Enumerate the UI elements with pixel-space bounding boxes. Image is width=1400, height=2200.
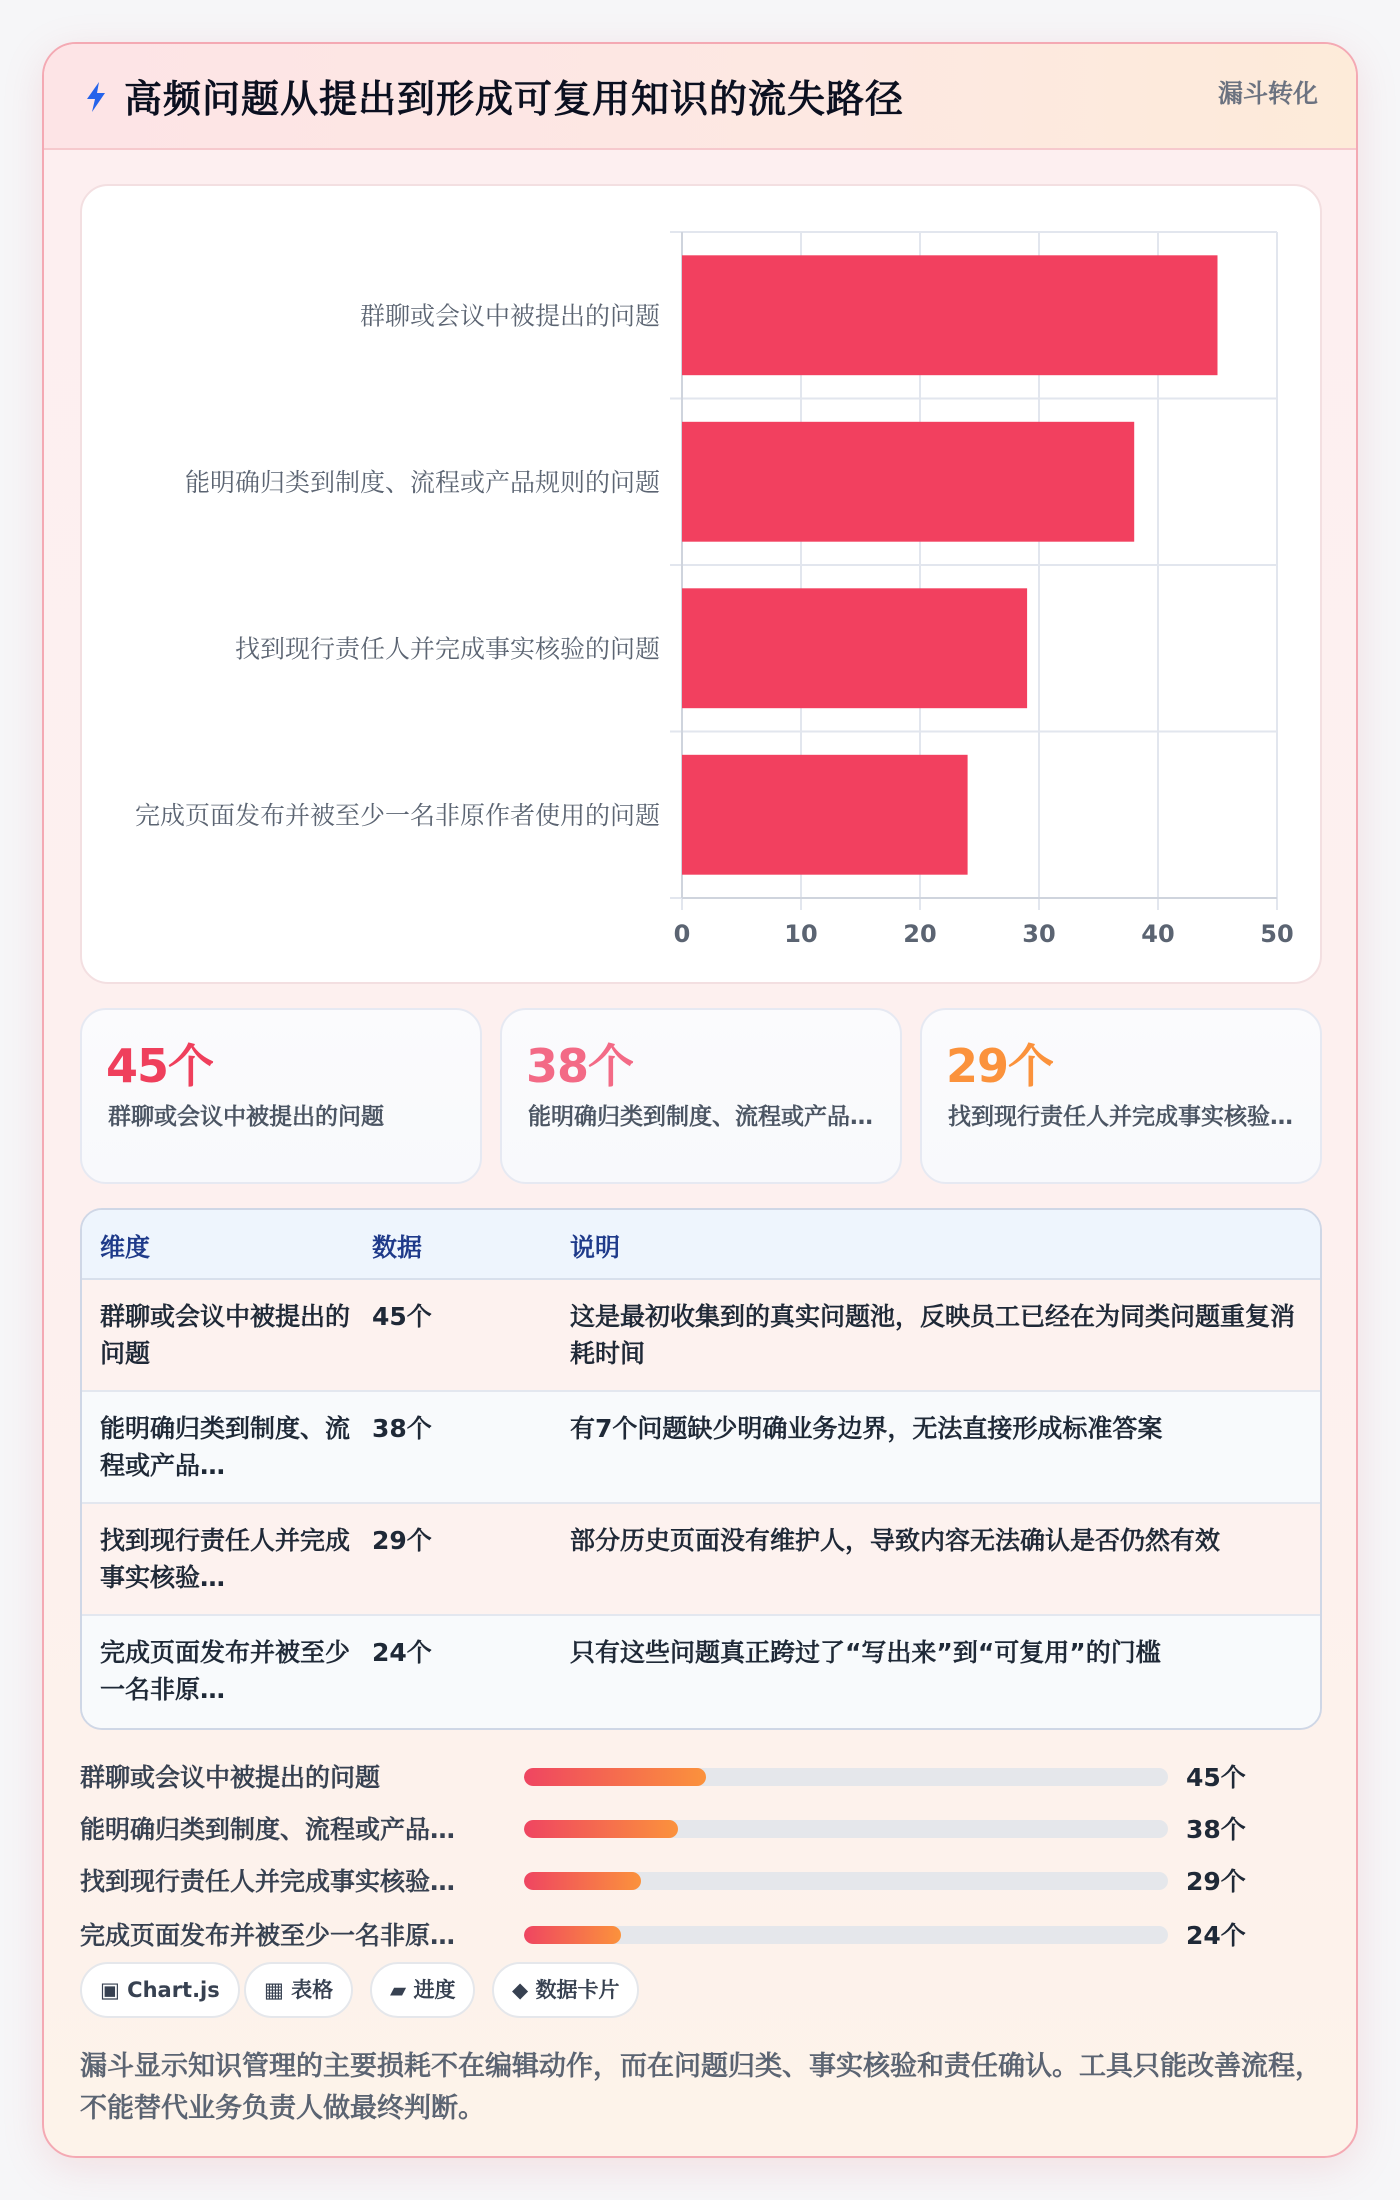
category-label: 找到现行责任人并完成事实核验的问题 (234, 634, 660, 664)
stat-card (80, 1008, 482, 1184)
page-title: 高频问题从提出到形成可复用知识的流失路径 (124, 77, 905, 121)
table-row (82, 1280, 1320, 1392)
x-tick-label: 40 (1141, 920, 1175, 948)
table-row (82, 1616, 1320, 1728)
progress-fill (524, 1820, 678, 1838)
table-cell: 45个 (372, 1302, 432, 1331)
x-tick-label: 0 (673, 920, 691, 948)
chip-label: Chart.js (127, 1978, 220, 2002)
bar-chart (80, 184, 1322, 984)
chart-canvas (82, 186, 1324, 986)
category-label: 群聊或会议中被提出的问题 (359, 301, 660, 331)
category-label: 能明确归类到制度、流程或产品规则的问题 (184, 467, 660, 497)
stat-value: 29个 (946, 1039, 1054, 1093)
lightning-icon (82, 80, 110, 114)
stat-label: 能明确归类到制度、流程或产品… (528, 1104, 873, 1130)
bar (682, 588, 1027, 708)
table-cell: 群聊或会议中被提出的问题 (100, 1302, 351, 1368)
table-cell: 24个 (372, 1638, 432, 1667)
x-tick-label: 20 (903, 920, 937, 948)
progress-track (524, 1926, 1168, 1944)
progress-row (80, 1860, 1322, 1900)
progress-value: 38个 (1186, 1815, 1246, 1844)
category-label: 完成页面发布并被至少一名非原作者使用的问题 (134, 800, 660, 830)
data-table (80, 1208, 1322, 1730)
chip-label: 数据卡片 (535, 1978, 620, 2002)
x-tick-label: 30 (1022, 920, 1056, 948)
progress-fill (524, 1926, 621, 1944)
card-header (44, 44, 1356, 150)
table-cell: 只有这些问题真正跨过了“写出来”到“可复用”的门槛 (570, 1638, 1161, 1667)
progress-fill (524, 1872, 641, 1890)
stat-value: 38个 (526, 1039, 634, 1093)
table-cell: 能明确归类到制度、流程或产品… (100, 1414, 351, 1480)
chip-chartjs[interactable] (80, 1962, 240, 2018)
table-cell: 完成页面发布并被至少一名非原… (100, 1638, 351, 1704)
progress-fill (524, 1768, 706, 1786)
progress-track (524, 1820, 1168, 1838)
progress-label: 找到现行责任人并完成事实核验… (80, 1867, 456, 1896)
chip-label: 进度 (413, 1978, 456, 2002)
bar (682, 255, 1218, 375)
progress-icon: ▰ (390, 1978, 407, 2002)
table-cell: 这是最初收集到的真实问题池，反映员工已经在为同类问题重复消耗时间 (570, 1302, 1296, 1368)
progress-row (80, 1808, 1322, 1848)
progress-label: 能明确归类到制度、流程或产品… (80, 1815, 456, 1844)
progress-track (524, 1872, 1168, 1890)
stat-label: 找到现行责任人并完成事实核验… (948, 1104, 1293, 1130)
stat-label: 群聊或会议中被提出的问题 (108, 1104, 384, 1130)
x-tick-label: 50 (1260, 920, 1294, 948)
table-header (82, 1210, 1320, 1280)
stat-card (500, 1008, 902, 1184)
progress-track (524, 1768, 1168, 1786)
column-header: 说明 (570, 1233, 621, 1262)
bar (682, 422, 1134, 542)
summary-text: 漏斗显示知识管理的主要损耗不在编辑动作，而在问题归类、事实核验和责任确认。工具只能改善流程，不能替代业务负责人做最终判断。 (80, 2051, 1322, 2124)
column-header: 数据 (372, 1233, 423, 1262)
progress-value: 29个 (1186, 1867, 1246, 1896)
chip-label: 表格 (291, 1978, 334, 2002)
progress-label: 完成页面发布并被至少一名非原… (80, 1921, 456, 1950)
chip-table[interactable] (244, 1962, 353, 2018)
table-cell: 29个 (372, 1526, 432, 1555)
stat-value: 45个 (106, 1039, 214, 1093)
table-cell: 找到现行责任人并完成事实核验… (100, 1526, 351, 1592)
table-row (82, 1392, 1320, 1504)
table-cell: 部分历史页面没有维护人，导致内容无法确认是否仍然有效 (570, 1526, 1221, 1555)
table-icon: ▦ (264, 1978, 284, 2002)
chip-progress[interactable] (370, 1962, 475, 2018)
column-header: 维度 (100, 1233, 151, 1262)
table-row (82, 1504, 1320, 1616)
progress-value: 45个 (1186, 1763, 1246, 1792)
progress-label: 群聊或会议中被提出的问题 (80, 1763, 381, 1792)
progress-row (80, 1756, 1322, 1796)
diamond-icon: ◆ (512, 1978, 529, 2002)
bar (682, 755, 968, 875)
report-card (42, 42, 1358, 2158)
stat-card (920, 1008, 1322, 1184)
chip-data-card[interactable] (492, 1962, 639, 2018)
table-cell: 38个 (372, 1414, 432, 1443)
chart-icon: ▣ (100, 1978, 120, 2002)
progress-row (80, 1914, 1322, 1954)
progress-value: 24个 (1186, 1921, 1246, 1950)
header-tag: 漏斗转化 (1217, 79, 1318, 108)
x-tick-label: 10 (784, 920, 818, 948)
table-cell: 有7个问题缺少明确业务边界，无法直接形成标准答案 (570, 1414, 1163, 1443)
